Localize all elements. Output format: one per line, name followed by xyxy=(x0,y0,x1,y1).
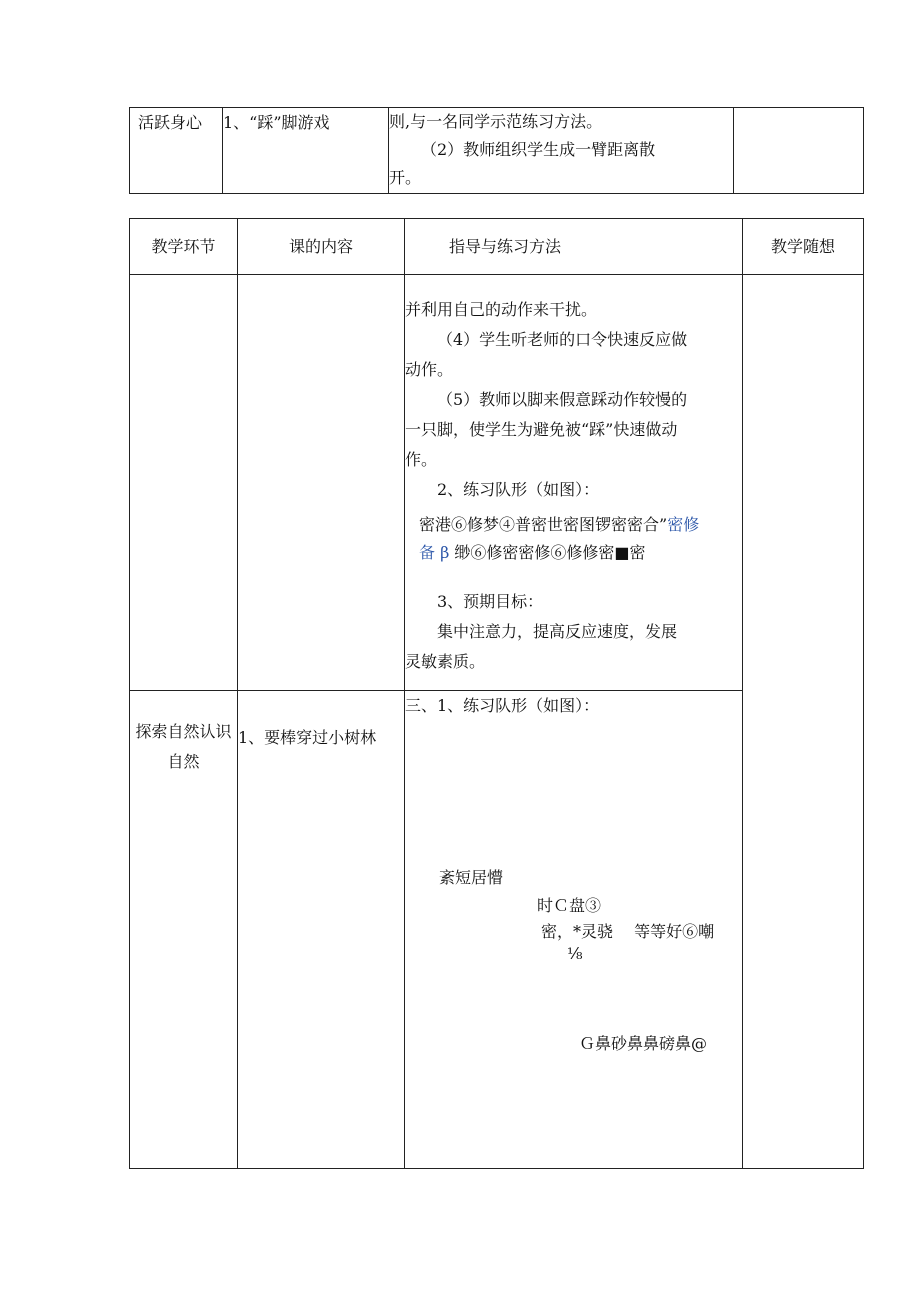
formation-diagram-line: 密港⑥修梦④普密世密图锣密密合”密修 xyxy=(419,515,700,534)
header-section: 教学环节 xyxy=(130,219,238,275)
top-table-fragment xyxy=(129,107,864,194)
method-line: （2）教师组织学生成一臂距离散 xyxy=(421,140,656,159)
content-cell xyxy=(223,108,389,194)
method-title: 三、1、练习队形（如图）： xyxy=(405,696,600,715)
row2-method xyxy=(405,691,743,1169)
method-line: 则,与一名同学示范练习方法。 xyxy=(389,112,603,131)
method-line: 并利用自己的动作来干扰。 xyxy=(405,300,598,319)
method-line: 集中注意力，提高反应速度，发展 xyxy=(437,622,678,641)
method-cell xyxy=(389,108,734,194)
method-line: 2、练习队形（如图）： xyxy=(437,480,600,499)
method-line: 3、预期目标： xyxy=(437,592,544,611)
method-line: 开。 xyxy=(389,168,422,187)
method-line: （4）学生听老师的口令快速反应做 xyxy=(437,330,688,349)
formation-diagram-text: 密，*灵骁 等等好⑥嘲 xyxy=(541,922,715,941)
notes-cell xyxy=(734,108,864,194)
section-label: 活跃身心 xyxy=(138,113,203,132)
formation-diagram-text: 时Ｃ盘③ xyxy=(537,896,602,915)
method-line: 灵敏素质。 xyxy=(405,652,486,671)
formation-diagram-text: ⅛ xyxy=(567,944,583,963)
formation-diagram-text: Ｇ鼻砂鼻鼻磅鼻@ xyxy=(579,1034,708,1053)
section-cell xyxy=(130,108,223,194)
row1-method xyxy=(405,275,743,691)
header-notes: 教学随想 xyxy=(743,219,864,275)
row2-content: 1、要棒穿过小树林 xyxy=(238,691,405,1169)
row2-section: 探索自然认识自然 xyxy=(130,691,238,1169)
method-line: 作。 xyxy=(405,450,438,469)
formation-diagram-line: 备 β 缈⑥修密密修⑥修修密■密 xyxy=(419,543,646,562)
header-content: 课的内容 xyxy=(238,219,405,275)
method-line: （5）教师以脚来假意踩动作较慢的 xyxy=(437,390,688,409)
formation-diagram-text: 紊短居懵 xyxy=(439,868,504,887)
method-line: 一只脚，使学生为避免被“踩”快速做动 xyxy=(405,420,678,439)
row1-content xyxy=(238,275,405,691)
notes-column xyxy=(743,275,864,1169)
method-line: 动作。 xyxy=(405,360,454,379)
lesson-plan-table xyxy=(129,218,864,1169)
row1-section xyxy=(130,275,238,691)
content-label: 1、“踩”脚游戏 xyxy=(223,113,330,132)
header-method: 指导与练习方法 xyxy=(405,219,743,275)
